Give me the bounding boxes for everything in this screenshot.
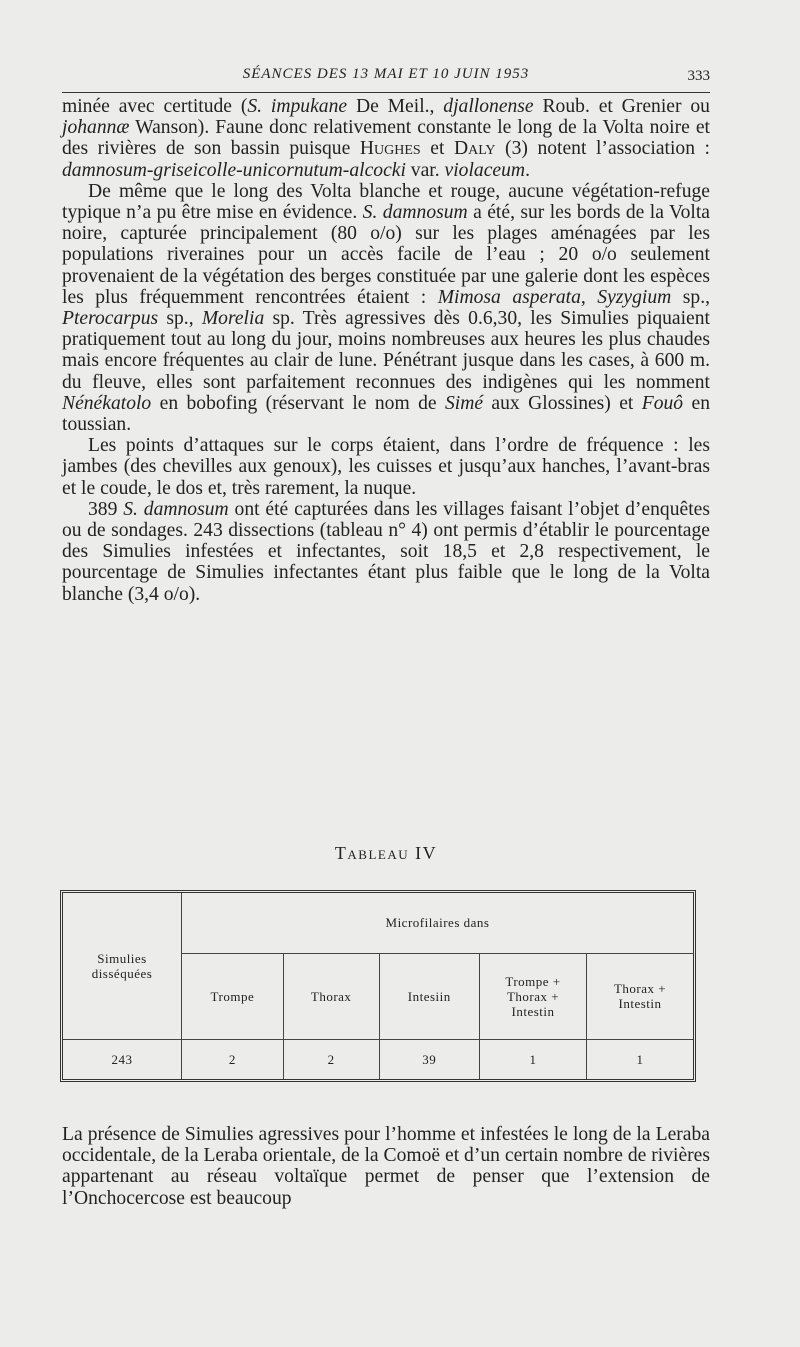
text-span: ont été capturées dans les villages faisant l’objet d’enquêtes ou de sondages. 243 dissections (tableau n° 4) ont permis d’établir le pourcentage des Simulies infestées et infectantes, soit 18,5 et 2,8 respectivement, le pourcentage de Simulies infectantes étant plus faible que le long de la Volta blanche (3,4 o/o). — [62, 498, 710, 605]
table-cell: 39 — [379, 1039, 479, 1079]
text-span: aux Glossines) et — [483, 392, 642, 414]
column-header: Thorax + Intestin — [587, 953, 694, 1039]
text-span: a été, sur les bords de la Volta noire, capturée principalement (80 o/o) sur les plages aménagées par les populations riveraines pour un accès facile de l’eau ; 20 o/o seulement provenaient de la végétation des berges constituée par une galerie dont les espèces les plus fréquemment rencontrées étaient : — [62, 202, 710, 308]
column-header: Trompe — [182, 953, 284, 1039]
page-header — [62, 66, 710, 93]
text-span: De même que le long des Volta blanche et rouge, aucune végétation-refuge typique n’a pu être mise en évidence. — [62, 180, 710, 224]
body-text — [62, 96, 710, 605]
author-name: Daly — [453, 138, 496, 160]
text-span: Roub. et Grenier ou — [533, 96, 710, 117]
text-span: en bobofing (réservant le nom de — [151, 392, 445, 414]
species-name: S. damnosum — [362, 202, 468, 224]
species-name: djallonense — [443, 96, 534, 117]
paragraph-5: La présence de Simulies agressives pour l’homme et infestées le long de la Leraba occidentale, de la Leraba orientale, de la Comoë et d’un certain nombre de rivières appartenant au réseau voltaïque permet de penser que l’extension de l’Onchocercose est beaucoup — [62, 1124, 710, 1209]
table-row — [63, 1039, 693, 1079]
text-span: et — [420, 138, 454, 160]
species-name: violaceum — [444, 159, 526, 181]
text-span: sp. Très agressives dès 0.6,30, les Simulies piquaient pratiquement tout au long du jour, moins nombreuses aux heures les plus chaudes mais encore fréquentes au clair de lune. Pénétrant jusque dans les cases, à 600 m. du fleuve, elles sont parfaitement reconnues des indigènes qui les nomment — [62, 308, 710, 393]
group-header-cell: Microfilaires dans — [182, 893, 694, 953]
column-header: Thorax — [283, 953, 379, 1039]
species-name: damnosum-griseicolle-unicornutum-alcocki — [62, 159, 406, 181]
running-title: SÉANCES DES 13 MAI ET 10 JUIN 1953 — [242, 66, 530, 82]
table-cell: 1 — [587, 1039, 694, 1079]
author-name: Hughes — [359, 138, 421, 160]
local-name: Fouô — [641, 392, 684, 414]
column-header: Intesiin — [379, 953, 479, 1039]
body-text-continued — [62, 1124, 710, 1209]
text-span: 389 — [88, 498, 124, 520]
text-span: (3) notent l’association : — [495, 138, 711, 160]
paragraph-4 — [62, 499, 710, 605]
species-name: S. damnosum — [123, 498, 229, 520]
row-header-cell: Simulies disséquées — [63, 893, 182, 1039]
paragraph-3: Les points d’attaques sur le corps étaient, dans l’ordre de fréquence : les jambes (des chevilles aux genoux), les cuisses et jusqu’aux hanches, l’avant-bras et le coude, le dos et, très rarement, la nuque. — [62, 435, 710, 499]
species-name: Pterocarpus — [62, 308, 159, 330]
table-cell: 2 — [283, 1039, 379, 1079]
table-grid — [63, 893, 693, 1079]
text-span: Wanson). Faune donc relativement constante le long de la Volta noire et des rivières de son bassin puisque — [62, 117, 710, 160]
text-span: . — [525, 159, 530, 181]
paragraph-1 — [62, 96, 710, 181]
local-name: Simé — [444, 392, 484, 414]
paragraph-2 — [62, 181, 710, 435]
column-header: Trompe + Thorax + Intestin — [480, 953, 587, 1039]
text-span: De Meil., — [347, 96, 444, 117]
local-name: Nénékatolo — [62, 392, 152, 414]
text-span: var. — [405, 159, 445, 181]
table-cell: 243 — [63, 1039, 182, 1079]
data-table — [60, 890, 696, 1082]
text-span: en toussian. — [62, 392, 710, 436]
table-cell: 2 — [182, 1039, 284, 1079]
species-name: Mimosa asperata, Syzygium — [437, 286, 672, 308]
species-name: S. impukane — [247, 96, 348, 117]
species-name: johannæ — [62, 117, 130, 139]
table-title: Tableau IV — [334, 843, 438, 863]
text-span: sp., — [671, 286, 710, 308]
text-span: minée avec certitude ( — [62, 96, 248, 117]
page-number: 333 — [687, 68, 710, 84]
text-span: sp., — [158, 308, 202, 330]
table-cell: 1 — [480, 1039, 587, 1079]
species-name: Morelia — [201, 308, 265, 330]
